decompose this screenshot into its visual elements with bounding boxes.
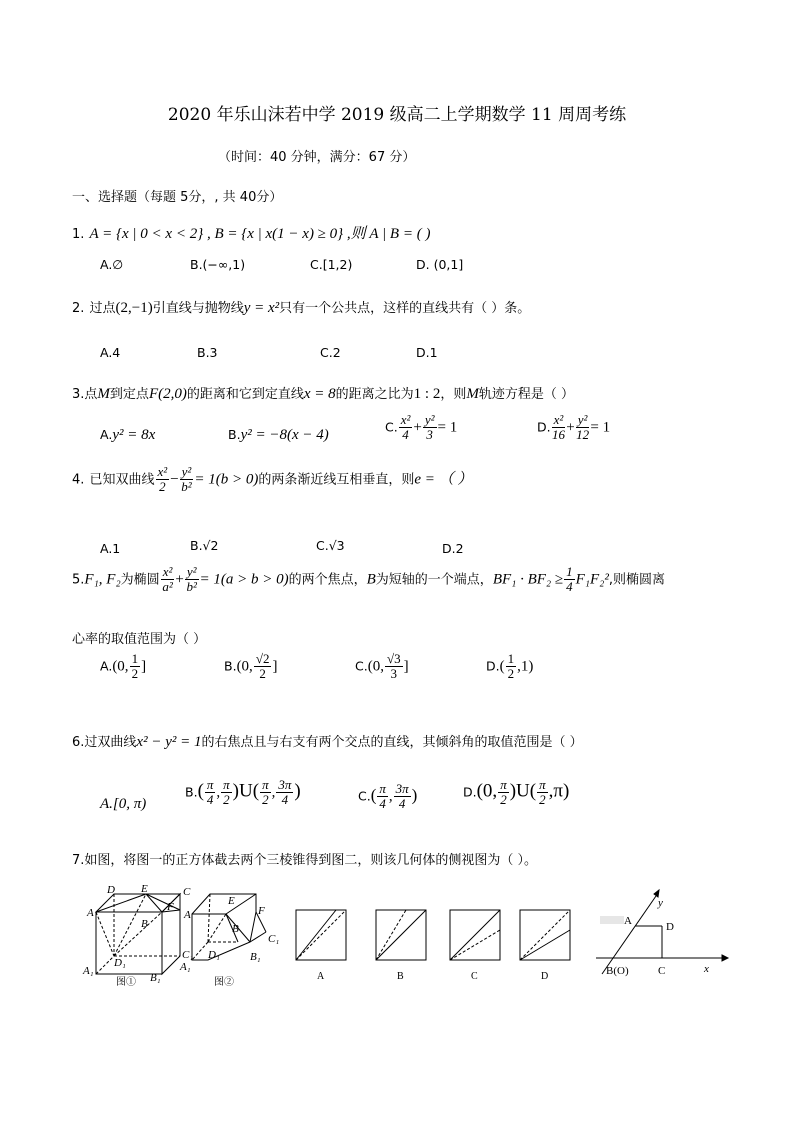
q2-option-d: D.1 (416, 345, 438, 360)
label-f: F (258, 905, 265, 917)
numerator: x² (553, 412, 564, 427)
option-expr: (0, (367, 658, 384, 675)
label-a: A (87, 907, 94, 919)
q6-option-a (100, 793, 146, 813)
denominator: 4 (281, 791, 289, 807)
stem-text: ，则 (440, 387, 467, 402)
numerator: π (500, 777, 507, 792)
option-expr: ( (499, 658, 505, 675)
choice-c-figure (450, 910, 500, 960)
question-number: 7. (72, 853, 85, 868)
question-2 (72, 297, 530, 317)
q2-option-a: A.4 (100, 345, 121, 360)
math-line: x = 8 (303, 386, 336, 402)
paren: (0, (476, 780, 498, 802)
paren: ) (411, 785, 418, 805)
label-b1: B₁ (150, 972, 161, 984)
denominator: 2 (131, 665, 139, 681)
q2-option-b: B.3 (197, 345, 218, 360)
question-number: 5. (72, 572, 85, 588)
q1-option-d: D. (0,1] (416, 257, 464, 272)
stem-text: 的距离之比为 (335, 387, 414, 402)
numerator: π (262, 777, 269, 792)
option-label: D. (463, 784, 477, 800)
section-heading: 一、选择题（每题 5分，, 共 40分） (72, 190, 283, 205)
label-c: C (658, 965, 666, 977)
denominator: 4 (379, 795, 386, 811)
label-e: E (228, 895, 235, 907)
label-c: C (183, 886, 191, 898)
question-number: 6. (72, 735, 85, 750)
cut-hidden-edge (96, 912, 114, 956)
option-expr: (0, (112, 658, 129, 675)
q5-option-a (100, 652, 146, 680)
denominator: a² (162, 578, 173, 594)
numerator: 1 (131, 651, 139, 666)
stem-text: 只有一个公共点，这样的直线共有（ ）条。 (279, 301, 531, 316)
label-x: x (704, 963, 709, 975)
question-1 (72, 222, 430, 243)
stem-text: 的距离和它到定直线 (186, 387, 304, 402)
label-c1: C₁ (182, 949, 194, 961)
q6-option-c (358, 782, 417, 810)
label-d: D (666, 921, 674, 933)
label-y: y (658, 897, 663, 909)
question-4 (72, 465, 472, 493)
q6-option-d (463, 778, 569, 806)
label-a: A (184, 909, 191, 921)
q1-option-a: A.∅ (100, 257, 124, 272)
cut-hidden-edge (114, 912, 162, 956)
q3-option-d (537, 413, 610, 441)
math-var: M (466, 386, 479, 402)
comma: , (216, 784, 221, 801)
question-5 (72, 565, 665, 593)
paren: ( (370, 785, 377, 805)
paren: ,π) (548, 780, 570, 802)
label-b: B (141, 918, 148, 930)
numerator: 1 (507, 651, 515, 666)
option-label: B. (224, 658, 237, 674)
option-label: C. (355, 658, 368, 674)
numerator: √2 (255, 651, 270, 666)
denominator: 2 (507, 665, 515, 681)
hidden-edge (192, 942, 208, 960)
choice-a-label: A (317, 971, 325, 982)
denominator: 2 (539, 791, 546, 807)
choice-d-figure (520, 910, 570, 960)
stem-text: 的两条渐近线互相垂直，则 (258, 472, 415, 488)
figure-1-caption: 图① (116, 977, 136, 988)
question-stem: A = {x | 0 < x < 2} , B = {x | x(1 − x) ≥ 0} ,则 A | B = ( ) (89, 226, 431, 242)
question-number: 4. (72, 472, 85, 488)
label-d: D (107, 884, 115, 896)
math-var: B (366, 571, 376, 588)
hidden-edge (208, 894, 210, 942)
label-a: A (624, 915, 632, 927)
union: )U( (509, 780, 537, 802)
choice-b-solid-line (376, 910, 426, 960)
question-6 (72, 731, 583, 751)
label-a1: A₁ (180, 961, 191, 973)
option-label: A. (100, 427, 113, 442)
x-axis-arrow (722, 955, 728, 961)
numerator: √3 (386, 651, 401, 666)
denominator: 2 (500, 791, 507, 807)
stem-text: 为椭圆 (120, 572, 160, 588)
option-label: B. (228, 427, 241, 442)
stem-text: 已知双曲线 (89, 472, 155, 488)
denominator: b² (181, 478, 192, 494)
option-label: C. (385, 419, 398, 435)
math-ratio: 1 : 2 (413, 386, 441, 402)
hidden-edge (208, 914, 226, 942)
question-7 (72, 849, 537, 868)
stem-text: ,则椭圆离 (608, 572, 666, 588)
q6-option-b (185, 778, 301, 806)
option-expr: ,1) (517, 658, 534, 675)
denominator: b² (186, 578, 197, 594)
solid-outline (192, 894, 256, 960)
numerator: π (379, 781, 386, 796)
numerator: 3π (395, 781, 409, 796)
q3-option-b (228, 424, 329, 444)
q5-option-b (224, 652, 277, 680)
denominator: 4 (402, 426, 409, 442)
stem-text: 过点 (89, 301, 116, 316)
option-expr: ] (272, 658, 278, 675)
stem-text: 的右焦点且与右支有两个交点的直线，其倾斜角的取值范围是（ ） (201, 735, 583, 750)
numerator: 1 (566, 564, 573, 579)
shadow-mark (600, 916, 624, 924)
choice-c-label: C (471, 971, 478, 982)
stem-text: 的两个焦点， (288, 572, 367, 588)
stem-text: 为短轴的一个端点， (375, 572, 493, 588)
option-label: B. (185, 784, 198, 800)
union: )U( (232, 780, 260, 802)
rhs: = 1 (437, 419, 458, 436)
option-label: C. (358, 788, 371, 804)
numerator: x² (157, 464, 168, 479)
operator: + (175, 571, 184, 588)
stem-text: 到定点 (109, 387, 149, 402)
operator: − (170, 471, 179, 488)
q3-option-a (100, 424, 155, 444)
denominator: 16 (551, 426, 565, 442)
comma: , (271, 784, 276, 801)
y-axis-arrow (654, 890, 659, 897)
denominator: 3 (426, 426, 433, 442)
paren: ( (197, 780, 204, 802)
math-var: M (97, 386, 110, 402)
question-number: 3. (72, 387, 85, 402)
denominator: 2 (259, 665, 266, 681)
numerator: y² (186, 564, 197, 579)
solid-edge (250, 932, 266, 942)
math-curve: x² − y² = 1 (136, 734, 202, 750)
stem-text: 点 (84, 387, 98, 402)
numerator: x² (162, 564, 173, 579)
q3-option-c (385, 413, 457, 441)
label-c1: C₁ (268, 933, 280, 945)
denominator: 2 (223, 791, 230, 807)
numerator: y² (577, 412, 588, 427)
label-bo: B(O) (606, 965, 629, 977)
numerator: x² (400, 412, 411, 427)
label-e: E (141, 883, 148, 895)
stem-text: 如图，将图一的正方体截去两个三棱锥得到图二，则该几何体的侧视图为（ ）。 (84, 853, 538, 868)
label-b: B (232, 923, 239, 935)
math-curve: y = x² (243, 300, 280, 316)
denominator: 4 (206, 791, 214, 807)
q2-option-c: C.2 (320, 345, 341, 360)
q5-stem-continued: 心率的取值范围为（ ） (72, 632, 207, 647)
label-d1: D₁ (208, 949, 220, 961)
denominator: 4 (566, 578, 573, 594)
math-point: F(2,0) (148, 386, 187, 402)
option-expr: A.[0, π) (100, 796, 147, 812)
figure-2-caption: 图② (214, 977, 234, 988)
paren: ) (294, 780, 301, 802)
condition: = 1(a > b > 0) (199, 571, 289, 588)
label-b1: B₁ (250, 951, 261, 963)
choice-a-solid-line (296, 910, 336, 960)
q4-option-c: C.√3 (316, 538, 345, 553)
question-number: 2. (72, 301, 85, 316)
q4-option-d: D.2 (442, 541, 464, 556)
cube-hidden-edge (96, 956, 114, 974)
math-var: F₁, F₂ (84, 571, 121, 588)
denominator: 2 (159, 478, 166, 494)
operator: + (413, 419, 422, 436)
q1-option-c: C.[1,2) (310, 257, 353, 272)
choice-d-label: D (541, 971, 549, 982)
choice-b-figure (376, 910, 426, 960)
exam-info: （时间：40 分钟，满分：67 分） (218, 150, 416, 165)
stem-text: 引直线与抛物线 (152, 301, 244, 316)
cut-edge (146, 894, 180, 910)
option-label: D. (486, 658, 500, 674)
y-axis (602, 896, 656, 974)
option-expr: ] (403, 658, 409, 675)
choice-c-solid-line (450, 910, 500, 960)
operator: + (566, 419, 575, 436)
truncated-labels (179, 895, 279, 973)
numerator: π (206, 777, 214, 792)
question-3 (72, 383, 574, 403)
choice-b-label: B (397, 971, 404, 982)
q4-option-b: B.√2 (190, 538, 219, 553)
choice-a-dashed-line (296, 910, 346, 960)
choice-a-figure (296, 910, 346, 960)
option-expr: y² = 8x (112, 427, 156, 443)
vector-expr: BF₁ · BF₂ ≥ (492, 571, 564, 588)
numerator: π (223, 777, 230, 792)
option-expr: y² = −8(x − 4) (240, 427, 329, 443)
page-title: 2020 年乐山沫若中学 2019 级高二上学期数学 11 周周考练 (167, 105, 627, 125)
denominator: 12 (576, 426, 590, 442)
condition: = 1(b > 0) (194, 471, 259, 488)
math-point: (2,−1) (115, 300, 153, 316)
q1-option-b: B.(−∞,1) (190, 257, 246, 272)
option-expr: (0, (236, 658, 253, 675)
q5-option-c (355, 652, 409, 680)
denominator: 2 (262, 791, 269, 807)
label-d1: D₁ (114, 957, 126, 969)
rhs: = 1 (590, 419, 611, 436)
vector-expr: F₁F₂² (575, 571, 609, 588)
denominator: 4 (398, 795, 406, 811)
numerator: 3π (278, 777, 292, 792)
cube-labels (82, 883, 193, 984)
stem-text: 轨迹方程是（ ） (478, 387, 574, 402)
q4-option-a: A.1 (100, 541, 121, 556)
figure-strip (80, 882, 740, 994)
math-var: e = （ ） (414, 471, 473, 488)
numerator: π (539, 777, 546, 792)
question-number: 1. (72, 227, 85, 242)
option-label: D. (537, 419, 551, 435)
comma: , (388, 788, 393, 805)
denominator: 3 (390, 665, 398, 681)
numerator: y² (424, 412, 435, 427)
stem-text: 过双曲线 (84, 735, 137, 750)
numerator: y² (181, 464, 192, 479)
oblique-labels (606, 897, 709, 977)
label-f: F (167, 901, 174, 913)
label-a1: A₁ (83, 965, 94, 977)
option-expr: ] (141, 658, 147, 675)
option-label: A. (100, 658, 113, 674)
q5-option-d (486, 652, 533, 680)
cut-edge (146, 894, 162, 912)
